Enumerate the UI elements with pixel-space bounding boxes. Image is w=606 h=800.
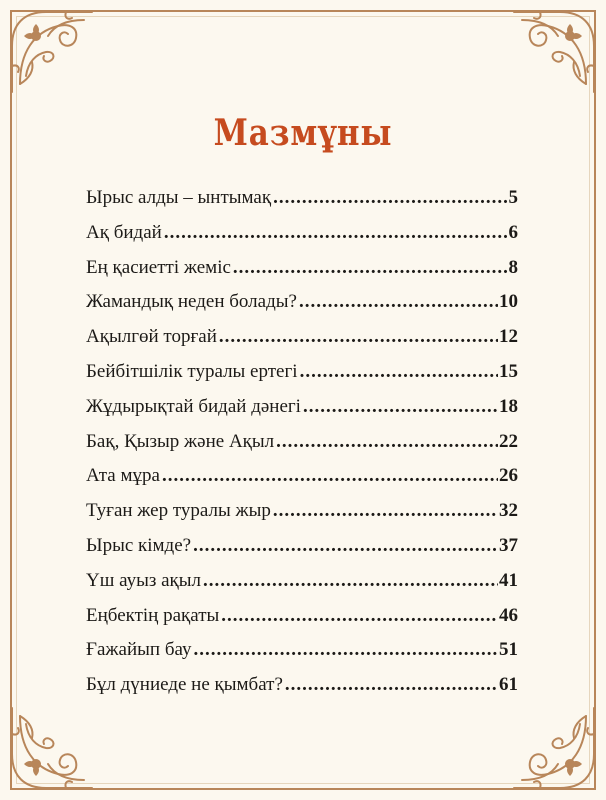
toc-entry[interactable] [86, 181, 518, 216]
toc-entry[interactable] [86, 251, 518, 286]
toc-entry-page: 46 [499, 604, 518, 626]
toc-entry-page: 10 [499, 291, 518, 313]
toc-entry-page: 22 [499, 430, 518, 452]
toc-entry-title: Жұдырықтай бидай дәнегі [86, 395, 301, 417]
toc-entry-title: Ғажайып бау [86, 639, 192, 661]
toc-leader-dots [193, 529, 498, 564]
toc-entry-title: Жамандық неден болады? [86, 291, 297, 313]
toc-leader-dots [193, 633, 498, 668]
toc-leader-dots [164, 216, 508, 251]
toc-entry-page: 15 [499, 360, 518, 382]
toc-entry[interactable] [86, 320, 518, 355]
toc-leader-dots [221, 599, 498, 634]
toc-entry[interactable] [86, 529, 518, 564]
toc-entry-page: 18 [499, 395, 518, 417]
toc-entry-title: Туған жер туралы жыр [86, 500, 271, 522]
toc-entry-page: 12 [499, 326, 518, 348]
toc-entry[interactable] [86, 355, 518, 390]
toc-leader-dots [303, 390, 498, 425]
toc-leader-dots [273, 181, 507, 216]
toc-entry[interactable] [86, 668, 518, 703]
toc-leader-dots [162, 459, 498, 494]
toc-entry-page: 37 [499, 534, 518, 556]
toc-entry-title: Ырыс алды – ынтымақ [86, 187, 272, 208]
toc-entry-page: 6 [508, 221, 518, 243]
toc-entry-title: Бұл дүниеде не қымбат? [86, 674, 283, 696]
toc-entry-page: 26 [499, 465, 518, 487]
flourish-corner-icon [508, 702, 600, 794]
toc-entry-title: Бейбітшілік туралы ертегі [86, 360, 298, 382]
toc-leader-dots [285, 668, 498, 703]
table-of-contents [86, 181, 518, 703]
toc-entry-title: Ата мұра [86, 465, 160, 487]
toc-leader-dots [273, 494, 498, 529]
flourish-corner-icon [6, 702, 98, 794]
toc-entry[interactable] [86, 494, 518, 529]
toc-entry-page: 5 [508, 187, 518, 208]
toc-entry-title: Ақ бидай [86, 221, 162, 243]
toc-leader-dots [233, 251, 508, 286]
toc-entry[interactable] [86, 633, 518, 668]
toc-entry-title: Ақылгөй торғай [86, 326, 217, 348]
toc-entry-title: Ырыс кімде? [86, 534, 192, 556]
toc-entry[interactable] [86, 459, 518, 494]
toc-entry-title: Еңбектің рақаты [86, 604, 220, 626]
toc-entry-page: 8 [508, 256, 518, 278]
toc-entry-page: 61 [499, 674, 518, 696]
toc-entry[interactable] [86, 425, 518, 460]
toc-leader-dots [276, 425, 498, 460]
toc-entry[interactable] [86, 564, 518, 599]
toc-entry-title: Ең қасиетті жеміс [86, 256, 231, 278]
toc-entry-title: Үш ауыз ақыл [86, 569, 202, 591]
toc-entry[interactable] [86, 216, 518, 251]
toc-leader-dots [203, 564, 498, 599]
flourish-corner-icon [508, 6, 600, 98]
toc-entry-page: 51 [499, 639, 518, 661]
page-title: Мазмұны [213, 112, 393, 154]
toc-entry-title: Бақ, Қызыр және Ақыл [86, 430, 275, 452]
toc-entry-page: 32 [499, 500, 518, 522]
toc-entry[interactable] [86, 390, 518, 425]
toc-entry[interactable] [86, 285, 518, 320]
flourish-corner-icon [6, 6, 98, 98]
toc-entry-page: 41 [499, 569, 518, 591]
toc-leader-dots [219, 320, 498, 355]
toc-leader-dots [299, 285, 498, 320]
toc-leader-dots [300, 355, 498, 390]
toc-entry[interactable] [86, 599, 518, 634]
